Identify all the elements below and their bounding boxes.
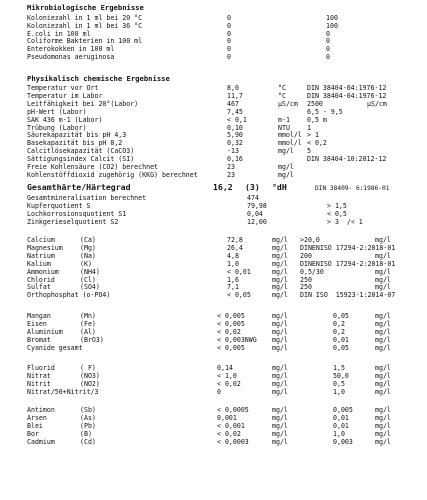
row-value: 72,8 bbox=[227, 236, 243, 244]
row-limit: 0,01 bbox=[333, 413, 349, 422]
row-name: Calcium bbox=[27, 236, 55, 244]
row-value: 23 bbox=[227, 163, 235, 171]
row-name: Cyanide gesamt bbox=[27, 343, 83, 352]
row-limit: 0,003 bbox=[333, 437, 353, 446]
row-name: Blei bbox=[27, 421, 43, 430]
row-symbol: (NO2) bbox=[80, 379, 100, 388]
row-limit: DINENISO 17294-2:2018-01 bbox=[300, 259, 396, 268]
hardness-note: (3) bbox=[245, 182, 260, 192]
row-limit: 250 bbox=[300, 275, 312, 284]
row-limit: > 1 bbox=[307, 131, 319, 140]
row-name: Leitfähigkeit bei 20°(Labor) bbox=[27, 99, 139, 108]
row-limit-unit: mg/l bbox=[375, 364, 391, 372]
row-value: < 0,005 bbox=[217, 319, 245, 328]
row-unit: mg/l bbox=[272, 335, 288, 344]
row-limit: 6,5 - 9,5 bbox=[307, 107, 343, 116]
row-name: Koloniezahl in 1 ml bei 36 °C bbox=[27, 21, 143, 30]
row-name: Nitrat bbox=[27, 371, 51, 380]
row-limit: 5 bbox=[307, 147, 311, 156]
row-limit: 100 bbox=[326, 21, 338, 30]
row-symbol: (NO3) bbox=[80, 371, 100, 380]
row-unit: mg/l bbox=[278, 170, 294, 179]
row-name: Nitrat/50+Nitrit/3 bbox=[27, 387, 99, 396]
row-limit: DIN 38404-10:2012-12 bbox=[307, 155, 387, 164]
row-unit: m-1 bbox=[278, 115, 290, 124]
row-value: < 0,005 bbox=[217, 343, 245, 352]
row-unit: mg/l bbox=[272, 283, 288, 292]
row-value: < 0,0005 bbox=[217, 406, 249, 414]
row-unit: µS/cm bbox=[278, 99, 298, 108]
row-limit: DIN 38404-04:1976-12 bbox=[307, 84, 387, 92]
row-name: Pseudomonas aeruginosa bbox=[27, 53, 115, 61]
row-limit: 0,05 bbox=[333, 343, 349, 352]
row-value: 0,10 bbox=[227, 123, 243, 132]
row-limit: 0,005 bbox=[333, 406, 353, 414]
row-value: 0 bbox=[217, 387, 221, 396]
row-symbol: (Al) bbox=[80, 327, 96, 336]
row-symbol: (Na) bbox=[80, 251, 96, 260]
row-symbol: (Fe) bbox=[80, 319, 96, 328]
hardness-value: 16,2 bbox=[213, 182, 233, 192]
row-value: 0 bbox=[227, 45, 231, 54]
row-limit: 100 bbox=[326, 14, 338, 22]
table-row bbox=[27, 53, 422, 62]
row-name: pH-Wert (Labor) bbox=[27, 107, 87, 116]
row-limit: 0,05 bbox=[333, 312, 349, 320]
row-value: 12,00 bbox=[247, 217, 267, 226]
row-limit-unit: mg/l bbox=[375, 319, 391, 328]
row-value: < 0,02 bbox=[217, 327, 241, 336]
row-unit: mg/l bbox=[272, 421, 288, 430]
row-limit: DIN 38404-04:1976-12 bbox=[307, 91, 387, 100]
row-limit: 0,2 bbox=[333, 327, 345, 336]
row-value: 7,1 bbox=[227, 283, 239, 292]
row-limit: > 1,5 bbox=[327, 201, 347, 210]
row-limit: 0,5/30 bbox=[300, 267, 324, 276]
row-unit: mg/l bbox=[272, 319, 288, 328]
row-unit: mg/l bbox=[272, 364, 288, 372]
row-name: E.coli in 100 ml bbox=[27, 29, 91, 38]
row-limit-unit: mg/l bbox=[375, 437, 391, 446]
row-limit-unit: mg/l bbox=[375, 379, 391, 388]
row-value: -13 bbox=[227, 147, 239, 156]
row-name: Arsen bbox=[27, 413, 47, 422]
row-value: 474 bbox=[247, 194, 259, 202]
table-row bbox=[27, 218, 422, 227]
hardness-name: Gesamthärte/Härtegrad bbox=[27, 182, 131, 192]
row-limit: 0 bbox=[326, 37, 330, 46]
row-unit: mg/l bbox=[278, 147, 294, 156]
row-unit: mg/l bbox=[272, 429, 288, 438]
row-name: Aluminium bbox=[27, 327, 63, 336]
row-limit: 0 bbox=[326, 45, 330, 54]
row-unit: mg/l bbox=[272, 371, 288, 380]
row-value: 0,04 bbox=[247, 209, 263, 218]
row-limit-unit: mg/l bbox=[375, 406, 391, 414]
row-name: Coliforme Bakterien in 100 ml bbox=[27, 37, 143, 46]
row-unit: mg/l bbox=[272, 379, 288, 388]
row-name: Enterokokken in 100 ml bbox=[27, 45, 115, 54]
hardness-method: DIN 38409- 6:1986-01 bbox=[315, 185, 390, 192]
row-name: Sulfat bbox=[27, 283, 51, 292]
row-name: Ammonium bbox=[27, 267, 59, 276]
row-unit: mg/l bbox=[272, 327, 288, 336]
row-value: 1,6 bbox=[227, 275, 239, 284]
row-name: Zinkgerieselquotient S2 bbox=[27, 217, 119, 226]
row-limit-unit: mg/l bbox=[375, 421, 391, 430]
row-unit: mg/l bbox=[272, 236, 288, 244]
row-value: 8,0 bbox=[227, 84, 239, 92]
row-unit: mmol/l bbox=[278, 139, 302, 148]
row-limit-unit: mg/l bbox=[375, 413, 391, 422]
row-limit: 0 bbox=[326, 29, 330, 38]
row-name: Cadmium bbox=[27, 437, 55, 446]
row-unit: mg/l bbox=[272, 312, 288, 320]
row-symbol: (K) bbox=[80, 259, 92, 268]
row-name: Eisen bbox=[27, 319, 47, 328]
row-unit: °C bbox=[278, 91, 286, 100]
row-name: Säurekapazität bis pH 4,3 bbox=[27, 131, 127, 140]
row-name: Sättigungsindex Calcit (SI) bbox=[27, 155, 135, 164]
row-unit: mg/l bbox=[272, 413, 288, 422]
row-value: 0 bbox=[227, 37, 231, 46]
row-value: 7,45 bbox=[227, 107, 243, 116]
row-limit-unit: mg/l bbox=[375, 283, 391, 292]
row-value: 0,32 bbox=[227, 139, 243, 148]
row-limit: 1,5 bbox=[333, 364, 345, 372]
row-name: Orthophosphat (o-PO4) bbox=[27, 291, 111, 300]
row-limit: 250 bbox=[300, 283, 312, 292]
row-name: Gesamtmineralisation berechnet bbox=[27, 194, 147, 202]
physchem-section-title: Physikalisch chemische Ergebnisse bbox=[27, 74, 170, 83]
row-value: < 1,0 bbox=[217, 371, 237, 380]
row-limit-unit: mg/l bbox=[375, 387, 391, 396]
row-limit: 1,0 bbox=[333, 429, 345, 438]
row-limit-unit: mg/l bbox=[375, 343, 391, 352]
table-row bbox=[27, 438, 422, 447]
row-symbol: (SO4) bbox=[80, 283, 100, 292]
row-value: 79,98 bbox=[247, 201, 267, 210]
row-name: Temperatur im Labor bbox=[27, 91, 103, 100]
row-limit: 2500 bbox=[307, 99, 323, 108]
row-limit: 0,01 bbox=[333, 335, 349, 344]
row-name: Lochkorrosionsquotient S1 bbox=[27, 209, 127, 218]
row-name: Kupferquotient S bbox=[27, 201, 91, 210]
row-symbol: (Cl) bbox=[80, 275, 96, 284]
row-unit: mg/l bbox=[272, 406, 288, 414]
row-limit: 0 bbox=[326, 53, 330, 61]
row-limit-unit: mg/l bbox=[375, 335, 391, 344]
row-symbol: (Cd) bbox=[80, 437, 96, 446]
row-unit: mg/l bbox=[272, 387, 288, 396]
row-value: < 0,1 bbox=[227, 115, 247, 124]
row-limit-unit: mg/l bbox=[375, 327, 391, 336]
row-limit: 1 bbox=[307, 123, 311, 132]
row-name: Kohlenstöffdioxid zugehörig (KKG) berechnet bbox=[27, 170, 198, 179]
table-row bbox=[27, 171, 422, 180]
row-limit: 1,0 bbox=[333, 387, 345, 396]
row-name: Magnesium bbox=[27, 243, 63, 252]
row-name: Fluorid bbox=[27, 364, 55, 372]
row-value: 11,7 bbox=[227, 91, 243, 100]
row-limit: 0,2 bbox=[333, 319, 345, 328]
row-value: 0,14 bbox=[217, 364, 233, 372]
row-name: Temperatur vor Ort bbox=[27, 84, 99, 92]
row-value: 5,90 bbox=[227, 131, 243, 140]
micro-section-title: Mikrobiologische Ergebnisse bbox=[27, 3, 144, 12]
row-name: Kalium bbox=[27, 259, 51, 268]
row-limit: 0,5 m bbox=[307, 115, 327, 124]
row-name: Basekapazität bis pH 8,2 bbox=[27, 139, 123, 148]
row-value: 0 bbox=[227, 29, 231, 38]
row-name: Bromat bbox=[27, 335, 51, 344]
row-symbol: (B) bbox=[80, 429, 92, 438]
row-limit-unit: mg/l bbox=[375, 275, 391, 284]
row-value: 1,0 bbox=[227, 259, 239, 268]
row-limit-unit: mg/l bbox=[375, 371, 391, 380]
row-value: 23 bbox=[227, 170, 235, 179]
row-unit: mg/l bbox=[272, 343, 288, 352]
row-name: SAK 436 m-1 (Labor) bbox=[27, 115, 103, 124]
row-value: 4,8 bbox=[227, 251, 239, 260]
row-name: Natrium bbox=[27, 251, 55, 260]
row-symbol: (Mn) bbox=[80, 312, 96, 320]
row-name: Koloniezahl in 1 ml bei 20 °C bbox=[27, 14, 143, 22]
row-unit: mg/l bbox=[272, 251, 288, 260]
row-name: Bor bbox=[27, 429, 39, 438]
row-limit: > 3 /< 1 bbox=[327, 217, 363, 226]
row-value: 0,16 bbox=[227, 155, 243, 164]
row-limit-unit: mg/l bbox=[375, 251, 391, 260]
row-symbol: ( F) bbox=[80, 364, 96, 372]
row-unit: NTU bbox=[278, 123, 290, 132]
row-limit: 50,0 bbox=[333, 371, 349, 380]
row-unit: mg/l bbox=[272, 291, 288, 300]
row-unit: mg/l bbox=[272, 275, 288, 284]
row-name: Mangan bbox=[27, 312, 51, 320]
table-row bbox=[27, 291, 422, 300]
row-name: Antimon bbox=[27, 406, 55, 414]
row-symbol: (Ca) bbox=[80, 236, 96, 244]
row-value: 467 bbox=[227, 99, 239, 108]
row-name: Chlorid bbox=[27, 275, 55, 284]
row-unit: mmol/l bbox=[278, 131, 302, 140]
row-value: < 0,0003 bbox=[217, 437, 249, 446]
row-limit-unit: mg/l bbox=[375, 312, 391, 320]
row-name: Nitrit bbox=[27, 379, 51, 388]
row-limit: DIN ISO 15923-1:2014-07 bbox=[300, 291, 396, 300]
table-row bbox=[27, 388, 422, 397]
row-limit-unit: mg/l bbox=[375, 236, 391, 244]
row-symbol: (Mg) bbox=[80, 243, 96, 252]
row-value: < 0,001 bbox=[217, 421, 245, 430]
row-unit: °C bbox=[278, 84, 286, 92]
row-unit: mg/l bbox=[272, 259, 288, 268]
row-value: 0 bbox=[227, 21, 231, 30]
row-name: Freie Kohlensäure (CO2) berechnet bbox=[27, 163, 159, 171]
row-symbol: (BrO3) bbox=[80, 335, 104, 344]
row-value: < 0,01 bbox=[227, 267, 251, 276]
row-unit: mg/l bbox=[272, 437, 288, 446]
row-limit-unit: µS/cm bbox=[367, 99, 387, 108]
row-limit: < 0,2 bbox=[307, 139, 327, 148]
row-limit: < 0,5 bbox=[327, 209, 347, 218]
row-name: Trübung (Labor) bbox=[27, 123, 87, 132]
row-limit: DINENISO 17294-2:2018-01 bbox=[300, 243, 396, 252]
table-row bbox=[27, 344, 422, 353]
row-symbol: (Pb) bbox=[80, 421, 96, 430]
row-symbol: (Sb) bbox=[80, 406, 96, 414]
row-symbol: (NH4) bbox=[80, 267, 100, 276]
row-limit-unit: mg/l bbox=[375, 267, 391, 276]
row-value: < 0,05 bbox=[227, 291, 251, 300]
row-value: 0,001 bbox=[217, 413, 237, 422]
row-value: < 0,003NWG bbox=[217, 335, 257, 344]
row-value: 0 bbox=[227, 53, 231, 61]
row-limit: >20,0 bbox=[300, 236, 320, 244]
row-symbol: (As) bbox=[80, 413, 96, 422]
row-limit: 200 bbox=[300, 251, 312, 260]
row-unit: mg/l bbox=[272, 267, 288, 276]
hardness-unit: °dH bbox=[272, 182, 287, 192]
row-value: 0 bbox=[227, 14, 231, 22]
row-limit: 0,01 bbox=[333, 421, 349, 430]
row-unit: mg/l bbox=[272, 243, 288, 252]
row-name: Calcitlösekapazität (CaCO3) bbox=[27, 147, 135, 156]
row-limit-unit: mg/l bbox=[375, 429, 391, 438]
row-unit: mg/l bbox=[278, 163, 294, 171]
row-value: < 0,005 bbox=[217, 312, 245, 320]
row-value: 26,4 bbox=[227, 243, 243, 252]
row-value: < 0,02 bbox=[217, 429, 241, 438]
row-value: < 0,02 bbox=[217, 379, 241, 388]
row-limit: 0,5 bbox=[333, 379, 345, 388]
